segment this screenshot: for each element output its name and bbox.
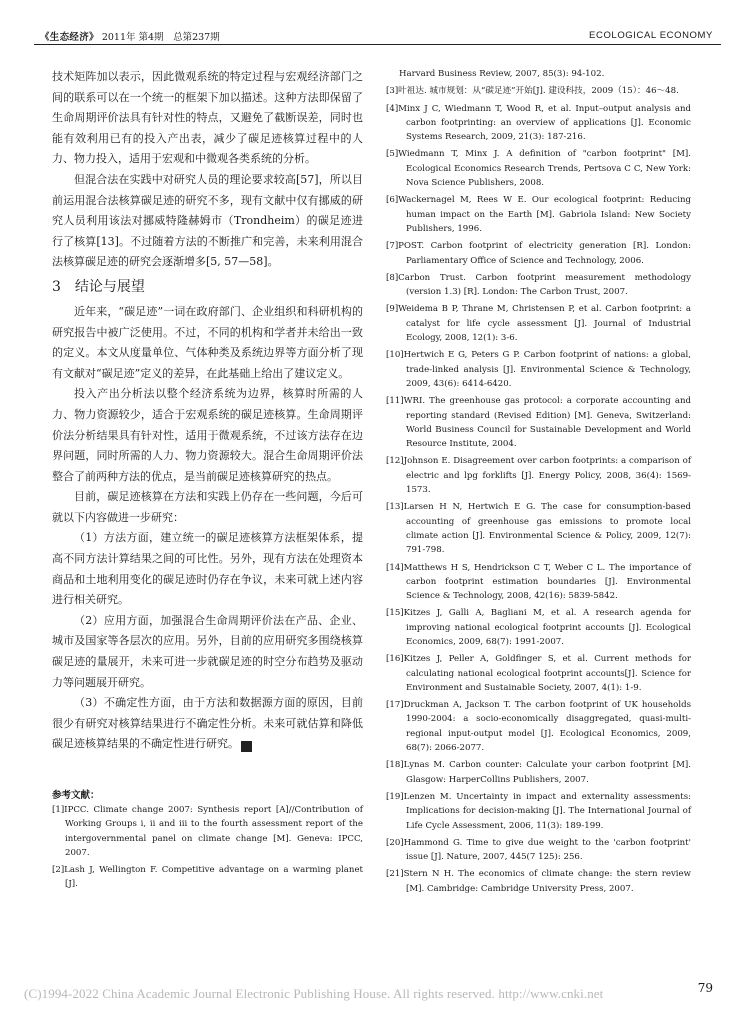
reference-continuation: Harvard Business Review, 2007, 85(3): 94-102. — [399, 69, 605, 79]
section-heading — [52, 277, 363, 297]
reference-item: [16]Kitzes J, Peller A, Goldfinger S, et al. Current methods for calculating national ecological footprint accounts[J]. Science for Environment and Sustainable Society, 2007, 4(1): 1-9. — [386, 654, 691, 693]
body-paragraph — [52, 693, 363, 755]
body-paragraph: （1）方法方面，建立统一的碳足迹核算方法框架体系，提高不同方法计算结果之间的可比性。另外，现有方法在处理资本商品和土地利用变化的碳足迹时仍存在争议，未来可就上述内容进行相关研究。 — [52, 531, 363, 607]
reference-item: [2]Lash J, Wellington F. Competitive advantage on a warming planet [J]. — [52, 865, 363, 890]
running-header — [34, 26, 721, 45]
reference-item: [4]Minx J C, Wiedmann T, Wood R, et al. Input–output analysis and carbon footprinting: an overview of applications [J]. Economic Systems Research, 2009, 21(3): 187-216. — [386, 103, 691, 143]
reference-item: [10]Hertwich E G, Peters G P. Carbon footprint of nations: a global, trade-linked analysis [J]. Environmental Science & Technology, 2009, 43(6): 6414-6420. — [386, 350, 691, 389]
reference-item: [15]Kitzes J, Galli A, Bagliani M, et al. A research agenda for improving national ecological footprint accounts [J]. Ecological Economics, 2009, 68(7): 1991-2007. — [386, 608, 691, 647]
references-heading: 参考文献： — [52, 790, 100, 801]
journal-english-title: ECOLOGICAL ECONOMY — [589, 30, 713, 41]
body-paragraph: 目前，碳足迹核算在方法和实践上仍存在一些问题，今后可就以下内容做进一步研究： — [52, 490, 363, 524]
reference-item: [1]IPCC. Climate change 2007: Synthesis report [A]//Contribution of Working Groups i, ii and iii to the fourth assessment report of the intergovernmental panel on climate change [M]. Geneva: IPCC, 2007. — [52, 805, 363, 858]
page-number: 79 — [697, 981, 713, 995]
end-mark-icon: Z — [241, 741, 252, 752]
reference-item: [9]Weidema B P, Thrane M, Christensen P, et al. Carbon footprint: a catalyst for life cycle assessment [J]. Journal of Industrial Ecology, 2008, 12(1): 3-6. — [386, 304, 691, 344]
reference-item: [11]WRI. The greenhouse gas protocol: a corporate accounting and reporting standard (Revised Edition) [M]. Geneva, Switzerland: World Business Council for Sustainable Development and World Resource Institute, 2004. — [386, 396, 691, 450]
reference-item: [21]Stern N H. The economics of climate change: the stern review [M]. Cambridge: Cambridge University Press, 2007. — [386, 869, 691, 894]
final-paragraph-text: （3）不确定性方面，由于方法和数据源方面的原因，目前很少有研究对核算结果进行不确定性分析。未来可就估算和降低碳足迹核算结果的不确定性进行研究。 — [52, 696, 363, 751]
reference-item: [17]Druckman A, Jackson T. The carbon footprint of UK households 1990-2004: a socio-economically disaggregated, quasi-multi-regional input-output model [J]. Ecological Economics, 2009, 68(7): 2066-2077. — [386, 700, 691, 754]
issue-info: 2011年 第4期 总第237期 — [101, 32, 220, 43]
right-column — [386, 67, 691, 899]
body-paragraph: 技术矩阵加以表示，因此微观系统的特定过程与宏观经济部门之间的联系可以在一个统一的框架下加以描述。这种方法即保留了生命周期评价法具有针对性的特点，又避免了截断误差，同时也能有效利用已有的投入产出表，减少了碳足迹核算过程中的人力、物力投入，适用于宏观和中微观各类系统的分析。 — [52, 70, 363, 166]
reference-item: [5]Wiedmann T, Minx J. A definition of "carbon footprint" [M]. Ecological Economics Research Trends, Pertsova C C, New York: Nova Science Publishers, 2008. — [386, 149, 691, 189]
reference-item: [18]Lynas M. Carbon counter: Calculate your carbon footprint [M]. Glasgow: HarperCollins Publishers, 2007. — [386, 760, 691, 785]
reference-item: [14]Matthews H S, Hendrickson C T, Weber C L. The importance of carbon footprint estimation boundaries [J]. Environmental Science & Technology, 2008, 42(16): 5839-5842. — [386, 562, 691, 602]
body-paragraph: 但混合法在实践中对研究人员的理论要求较高[57]，所以目前运用混合法核算碳足迹的研究不多，现有文献中仅有挪威的研究人员利用该法对挪威特隆赫姆市（Trondheim）的碳足迹进行了核算[13]。不过随着方法的不断推广和完善，未来利用混合法核算碳足迹的研究会逐渐增多[5, 57—58]。 — [52, 172, 363, 269]
copyright-footer: (C)1994-2022 China Academic Journal Electronic Publishing House. All rights reserved. http://www.cnki.net — [24, 986, 604, 1001]
header-left — [40, 29, 220, 43]
reference-item: [19]Lenzen M. Uncertainty in impact and externality assessments: Implications for decision-making [J]. The International Journal of Life Cycle Assessment, 2006, 11(3): 189-199. — [386, 791, 691, 831]
reference-item: [3]叶祖达. 城市规划：从“碳足迹”开始[J]. 建设科技，2009（15）：46～48. — [386, 86, 679, 97]
reference-item: [7]POST. Carbon footprint of electricity generation [R]. London: Parliamentary Office of Science and Technology, 2006. — [386, 241, 691, 266]
body-paragraph: 投入产出分析法以整个经济系统为边界，核算时所需的人力、物力资源较少，适合于宏观系统的碳足迹核算。生命周期评价法分析结果具有针对性，适用于微观系统，不过该方法存在边界问题，同时所需的人力、物力资源较大。混合生命周期评价法整合了前两种方法的优点，是当前碳足迹核算研究的热点。 — [52, 387, 363, 483]
body-paragraph: （2）应用方面，加强混合生命周期评价法在产品、企业、城市及国家等各层次的应用。另外，目前的应用研究多围绕核算碳足迹的量展开，未来可进一步就碳足迹的时空分布趋势及驱动力等问题展开研究。 — [52, 613, 363, 689]
section-title: 结论与展望 — [74, 278, 145, 295]
body-paragraph: 近年来，“碳足迹”一词在政府部门、企业组织和科研机构的研究报告中被广泛使用。不过，不同的机构和学者并未给出一致的定义。本文从度量单位、气体种类及系统边界等方面分析了现有文献对“碳足迹”定义的差异，在此基础上给出了建议定义。 — [52, 304, 363, 380]
reference-item: [12]Johnson E. Disagreement over carbon footprints: a comparison of electric and lpg forklifts [J]. Energy Policy, 2008, 36(4): 1569-1573. — [386, 456, 691, 496]
reference-item: [13]Larsen H N, Hertwich E G. The case for consumption-based accounting of greenhouse gas emissions to promote local climate action [J]. Environmental Science & Policy, 2009, 12(7): 791-798. — [386, 502, 691, 556]
journal-name: 《生态经济》 — [40, 32, 99, 43]
reference-item: [6]Wackernagel M, Rees W E. Our ecological footprint: Reducing human impact on the Earth [M]. Gabriola Island: New Society Publishers, 1996. — [386, 195, 691, 234]
reference-item: [20]Hammond G. Time to give due weight to the 'carbon footprint' issue [J]. Nature, 2007, 445(7 125): 256. — [386, 837, 691, 863]
section-number: 3 — [52, 278, 61, 295]
left-column — [52, 67, 363, 895]
reference-item: [8]Carbon Trust. Carbon footprint measurement methodology (version 1.3) [R]. London: The Carbon Trust, 2007. — [386, 272, 691, 298]
